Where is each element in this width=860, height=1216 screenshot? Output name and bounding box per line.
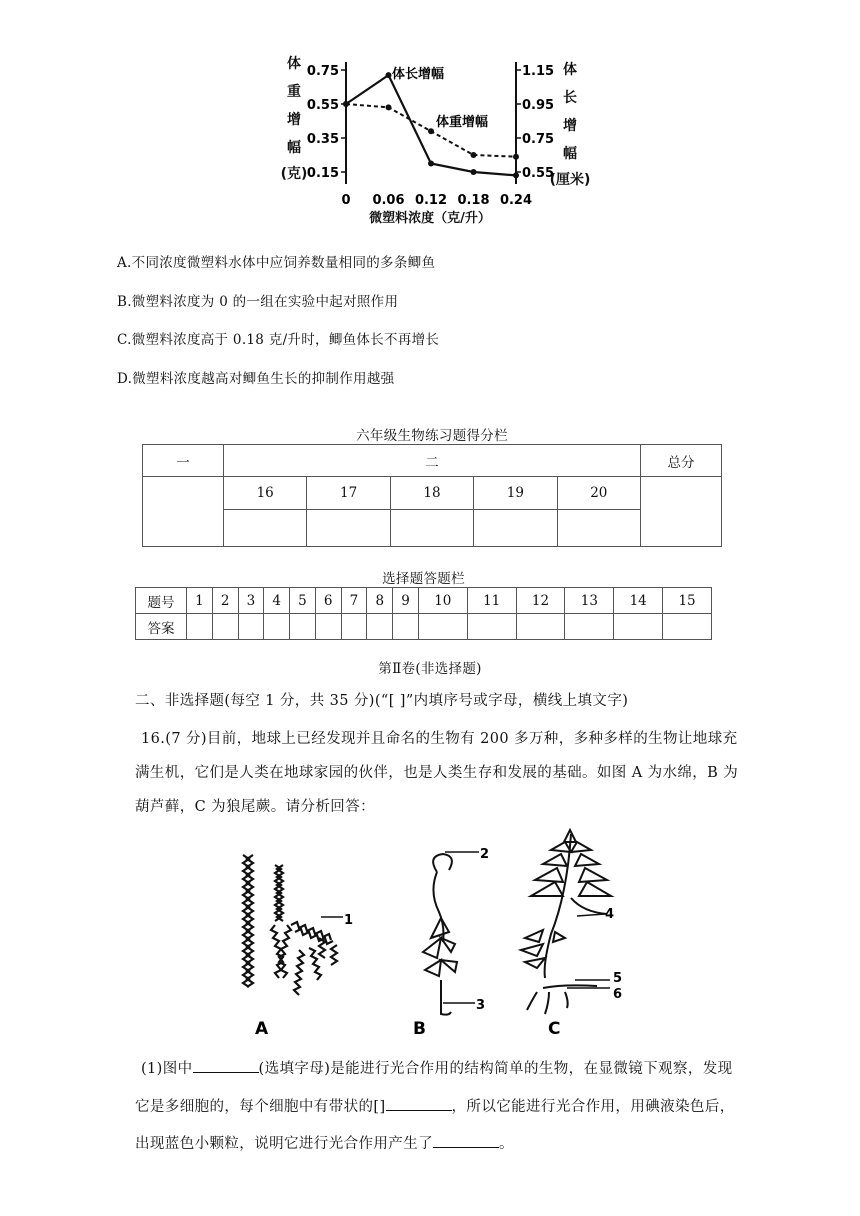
answer-cell-15[interactable] <box>663 614 712 640</box>
answer-cell-7[interactable] <box>341 614 367 640</box>
answer-cell-3[interactable] <box>238 614 264 640</box>
left-tick-label: 0.75 <box>306 64 339 79</box>
svg-text:(厘米): (厘米) <box>549 172 590 188</box>
answer-cell-4[interactable] <box>264 614 290 640</box>
right-tick-label: 1.15 <box>522 64 555 79</box>
fern-drawing <box>521 830 611 1014</box>
score-cell-17[interactable] <box>307 510 390 547</box>
x-tick-label: 0.06 <box>372 193 405 208</box>
score-sub-20: 20 <box>557 477 640 510</box>
data-point <box>513 172 519 178</box>
score-cell-18[interactable] <box>390 510 473 547</box>
answer-number-3: 3 <box>238 588 264 614</box>
svg-text:(克): (克) <box>280 166 308 182</box>
option-a: A.不同浓度微塑料水体中应饲养数量相同的多条鲫鱼 <box>117 255 436 271</box>
score-col-2: 二 <box>224 445 641 477</box>
score-cell-total[interactable] <box>641 477 722 547</box>
svg-text:重: 重 <box>287 84 301 100</box>
answer-cell-1[interactable] <box>187 614 213 640</box>
q16-1-line-2 <box>135 1090 735 1124</box>
option-c: C.微塑料浓度高于 0.18 克/升时，鲫鱼体长不再增长 <box>117 332 440 348</box>
q16-1-text-e: 出现蓝色小颗粒，说明它进行光合作用产生了 <box>135 1136 433 1152</box>
left-tick-label: 0.35 <box>306 132 339 147</box>
q16-1-text-b: (选填字母)是能进行光合作用的结构简单的生物，在显微镜下观察，发现 <box>258 1061 733 1077</box>
right-tick-label: 0.55 <box>522 166 555 181</box>
left-axis-label <box>281 55 308 182</box>
svg-text:体: 体 <box>563 62 577 78</box>
growth-chart <box>280 52 590 232</box>
score-cell-1[interactable] <box>143 477 224 547</box>
answer-cell-11[interactable] <box>467 614 516 640</box>
score-cell-19[interactable] <box>474 510 557 547</box>
q16-line-3: 葫芦藓，C 为狼尾蕨。请分析回答： <box>135 799 376 815</box>
answer-blank-3[interactable] <box>433 1133 499 1148</box>
svg-text:增: 增 <box>563 118 577 134</box>
score-col-total: 总分 <box>641 445 722 477</box>
answer-cell-10[interactable] <box>418 614 467 640</box>
label-4: 4 <box>605 907 615 922</box>
answer-number-6: 6 <box>315 588 341 614</box>
data-point <box>428 128 434 134</box>
answer-number-5: 5 <box>290 588 316 614</box>
series-label-weight: 体重增幅 <box>436 115 489 130</box>
q16-line-2: 满生机，它们是人类在地球家园的伙伴，也是人类生存和发展的基础。如图 A 为水绵，B 为 <box>135 765 739 781</box>
answer-number-1: 1 <box>187 588 213 614</box>
answer-table <box>135 587 712 640</box>
answer-number-11: 11 <box>467 588 516 614</box>
svg-text:体: 体 <box>287 56 301 72</box>
answer-blank-2[interactable] <box>386 1096 452 1111</box>
x-tick-label: 0.18 <box>457 193 490 208</box>
answer-number-7: 7 <box>341 588 367 614</box>
score-table <box>142 444 722 547</box>
answer-number-15: 15 <box>663 588 712 614</box>
label-line-4 <box>577 914 605 916</box>
answer-number-13: 13 <box>565 588 614 614</box>
series-line-length <box>346 75 516 175</box>
data-point <box>471 152 477 158</box>
svg-text:幅: 幅 <box>563 146 577 162</box>
data-point <box>386 104 392 110</box>
answer-cell-14[interactable] <box>614 614 663 640</box>
answer-cell-6[interactable] <box>315 614 341 640</box>
q16-line-1: 16.(7 分)目前，地球上已经发现并且命名的生物有 200 多万种，多种多样的生物让地球充 <box>141 731 738 747</box>
right-tick-label: 0.95 <box>522 98 555 113</box>
q16-1-line-3 <box>135 1127 514 1161</box>
plant-figure <box>225 820 645 1045</box>
figure-label-c: C <box>548 1019 561 1039</box>
label-2: 2 <box>480 847 490 862</box>
q16-1-text-d: ，所以它能进行光合作用，用碘液染色后， <box>451 1099 735 1115</box>
q16-1-text-c: 它是多细胞的，每个细胞中有带状的[] <box>135 1099 386 1115</box>
q16-1-line-1 <box>141 1052 733 1086</box>
score-table-title: 六年级生物练习题得分栏 <box>356 428 508 444</box>
left-tick-label: 0.55 <box>306 98 339 113</box>
answer-number-2: 2 <box>212 588 238 614</box>
q16-1-text-a: (1)图中 <box>141 1061 193 1077</box>
label-3: 3 <box>476 998 486 1013</box>
series-label-length: 体长增幅 <box>392 67 445 82</box>
plot-area <box>307 64 554 208</box>
score-cell-16[interactable] <box>224 510 307 547</box>
x-tick-label: 0.24 <box>499 193 533 208</box>
answer-cell-13[interactable] <box>565 614 614 640</box>
q16-1-text-f: 。 <box>499 1136 514 1152</box>
answer-row-label-answer: 答案 <box>136 614 187 640</box>
data-point <box>343 101 349 107</box>
data-point <box>386 72 392 78</box>
section-title: 第Ⅱ卷(非选择题) <box>378 661 482 677</box>
score-cell-20[interactable] <box>557 510 640 547</box>
svg-text:长: 长 <box>563 90 577 106</box>
answer-cell-5[interactable] <box>290 614 316 640</box>
label-1: 1 <box>344 913 354 928</box>
score-sub-16: 16 <box>224 477 307 510</box>
left-tick-label: 0.15 <box>306 166 339 181</box>
option-b: B.微塑料浓度为 0 的一组在实验中起对照作用 <box>117 294 399 310</box>
score-sub-19: 19 <box>474 477 557 510</box>
score-sub-17: 17 <box>307 477 390 510</box>
answer-cell-9[interactable] <box>393 614 419 640</box>
answer-number-4: 4 <box>264 588 290 614</box>
score-sub-18: 18 <box>390 477 473 510</box>
answer-row-label-number: 题号 <box>136 588 187 614</box>
label-5: 5 <box>613 971 623 986</box>
figure-label-a: A <box>255 1019 269 1039</box>
option-d: D.微塑料浓度越高对鲫鱼生长的抑制作用越强 <box>117 371 395 387</box>
right-axis-label <box>550 61 590 188</box>
data-point <box>471 169 477 175</box>
svg-text:幅: 幅 <box>287 140 301 156</box>
answer-cell-8[interactable] <box>367 614 393 640</box>
spirogyra-drawing <box>243 855 337 995</box>
answer-table-title: 选择题答题栏 <box>382 571 465 587</box>
figure-label-b: B <box>413 1019 426 1039</box>
moss-drawing <box>423 854 457 1015</box>
x-axis-label: 微塑料浓度（克/升） <box>369 211 491 226</box>
answer-cell-2[interactable] <box>212 614 238 640</box>
x-tick-label: 0.12 <box>414 193 448 208</box>
answer-cell-12[interactable] <box>516 614 565 640</box>
answer-number-9: 9 <box>393 588 419 614</box>
label-6: 6 <box>613 987 623 1002</box>
answer-blank-1[interactable] <box>193 1058 259 1073</box>
data-point <box>428 161 434 167</box>
x-tick-label: 0 <box>341 193 351 208</box>
answer-number-12: 12 <box>516 588 565 614</box>
section-instructions: 二、非选择题(每空 1 分，共 35 分)(“[ ]”内填序号或字母，横线上填文字) <box>135 693 629 709</box>
answer-number-8: 8 <box>367 588 393 614</box>
answer-number-14: 14 <box>614 588 663 614</box>
right-tick-label: 0.75 <box>522 132 555 147</box>
svg-text:增: 增 <box>287 112 301 128</box>
answer-number-10: 10 <box>418 588 467 614</box>
data-point <box>513 154 519 160</box>
score-col-1: 一 <box>143 445 224 477</box>
